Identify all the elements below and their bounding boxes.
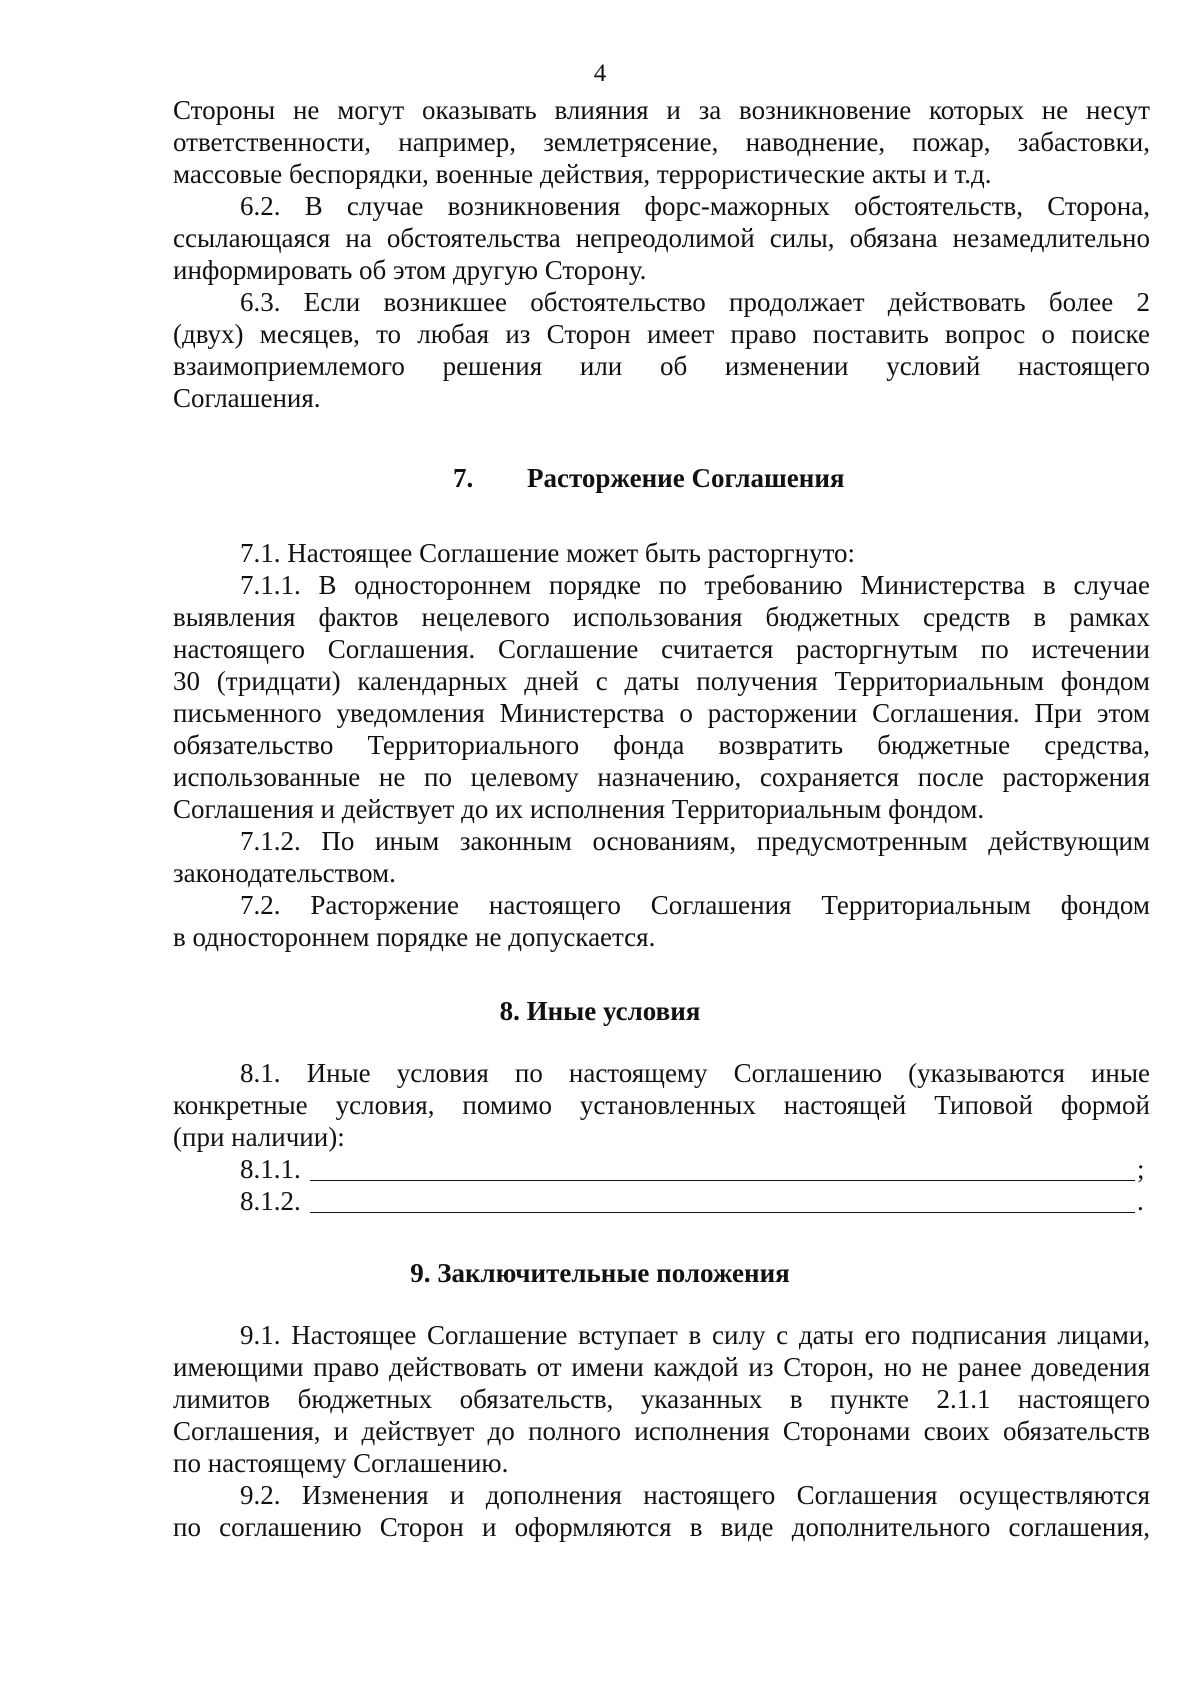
section-9-title: 9. Заключительные положения bbox=[410, 1258, 790, 1288]
p6-3-line-4: Соглашения. bbox=[173, 383, 321, 413]
p7-2-line-1: 7.2. Расторжение настоящего Соглашения Территориальным фондом bbox=[240, 890, 1150, 920]
p6-1-line-2: ответственности, например, землетрясение, наводнение, пожар, забастовки, bbox=[173, 127, 1150, 157]
p6-1-line-1: Стороны не могут оказывать влияния и за возникновение которых не несут bbox=[173, 95, 1150, 125]
p8-1-1-blank[interactable] bbox=[310, 1180, 1135, 1181]
p8-1-2-end: . bbox=[1137, 1186, 1144, 1216]
p6-3-line-2: (двух) месяцев, то любая из Сторон имеет право поставить вопрос о поиске bbox=[173, 319, 1150, 349]
p6-2-line-3: информировать об этом другую Сторону. bbox=[173, 255, 647, 285]
section-8-title: 8. Иные условия bbox=[499, 996, 701, 1026]
p9-1-line-1: 9.1. Настоящее Соглашение вступает в силу с даты его подписания лицами, bbox=[240, 1320, 1150, 1350]
section-7-title: Расторжение Соглашения bbox=[527, 463, 845, 493]
p7-1-1-line-7: использованные не по целевому назначению, сохраняется после расторжения bbox=[173, 762, 1150, 792]
p6-2-line-1: 6.2. В случае возникновения форс-мажорных обстоятельств, Сторона, bbox=[240, 191, 1150, 221]
p9-1-line-3: лимитов бюджетных обязательств, указанных в пункте 2.1.1 настоящего bbox=[173, 1384, 1150, 1414]
p7-1-1-line-2: выявления фактов нецелевого использования бюджетных средств в рамках bbox=[173, 602, 1150, 632]
p8-1-line-1: 8.1. Иные условия по настоящему Соглашению (указываются иные bbox=[240, 1058, 1150, 1088]
p9-1-line-5: по настоящему Соглашению. bbox=[173, 1448, 509, 1478]
p8-1-1-label: 8.1.1. bbox=[240, 1154, 301, 1184]
p7-1-2-line-1: 7.1.2. По иным законным основаниям, предусмотренным действующим bbox=[240, 826, 1150, 856]
p8-1-2-row bbox=[240, 1185, 1150, 1217]
p8-1-1-end: ; bbox=[1137, 1154, 1145, 1184]
p8-1-line-3: (при наличии): bbox=[173, 1122, 345, 1152]
p7-1-1-line-1: 7.1.1. В одностороннем порядке по требованию Министерства в случае bbox=[240, 570, 1150, 600]
p6-2-line-2: ссылающаяся на обстоятельства непреодолимой силы, обязана незамедлительно bbox=[173, 223, 1150, 253]
page-number: 4 bbox=[593, 60, 607, 87]
p7-1: 7.1. Настоящее Соглашение может быть расторгнуто: bbox=[240, 538, 856, 568]
p7-1-1-line-5: письменного уведомления Министерства о расторжении Соглашения. При этом bbox=[173, 698, 1150, 728]
section-7-number: 7. bbox=[453, 463, 474, 493]
p7-1-1-line-4: 30 (тридцати) календарных дней с даты получения Территориальным фондом bbox=[173, 666, 1150, 696]
p7-1-2-line-2: законодательством. bbox=[173, 858, 396, 888]
p8-1-2-blank[interactable] bbox=[310, 1212, 1135, 1213]
p8-1-line-2: конкретные условия, помимо установленных настоящей Типовой формой bbox=[173, 1090, 1150, 1120]
p9-2-line-2: по соглашению Сторон и оформляются в виде дополнительного соглашения, bbox=[173, 1512, 1150, 1542]
p6-3-line-3: взаимоприемлемого решения или об изменении условий настоящего bbox=[173, 351, 1150, 381]
p9-2-line-1: 9.2. Изменения и дополнения настоящего Соглашения осуществляются bbox=[240, 1480, 1150, 1510]
p9-1-line-2: имеющими право действовать от имени каждой из Сторон, но не ранее доведения bbox=[173, 1352, 1150, 1382]
p6-1-line-3: массовые беспорядки, военные действия, террористические акты и т.д. bbox=[173, 159, 992, 189]
p8-1-2-label: 8.1.2. bbox=[240, 1186, 301, 1216]
p7-1-1-line-6: обязательство Территориального фонда возвратить бюджетные средства, bbox=[173, 730, 1150, 760]
p7-1-1-line-8: Соглашения и действует до их исполнения Территориальным фондом. bbox=[173, 794, 985, 824]
p9-1-line-4: Соглашения, и действует до полного исполнения Сторонами своих обязательств bbox=[173, 1416, 1150, 1446]
p6-3-line-1: 6.3. Если возникшее обстоятельство продолжает действовать более 2 bbox=[240, 287, 1150, 317]
p7-1-1-line-3: настоящего Соглашения. Соглашение считается расторгнутым по истечении bbox=[173, 634, 1150, 664]
p8-1-1-row bbox=[240, 1153, 1150, 1185]
p7-2-line-2: в одностороннем порядке не допускается. bbox=[173, 922, 656, 952]
